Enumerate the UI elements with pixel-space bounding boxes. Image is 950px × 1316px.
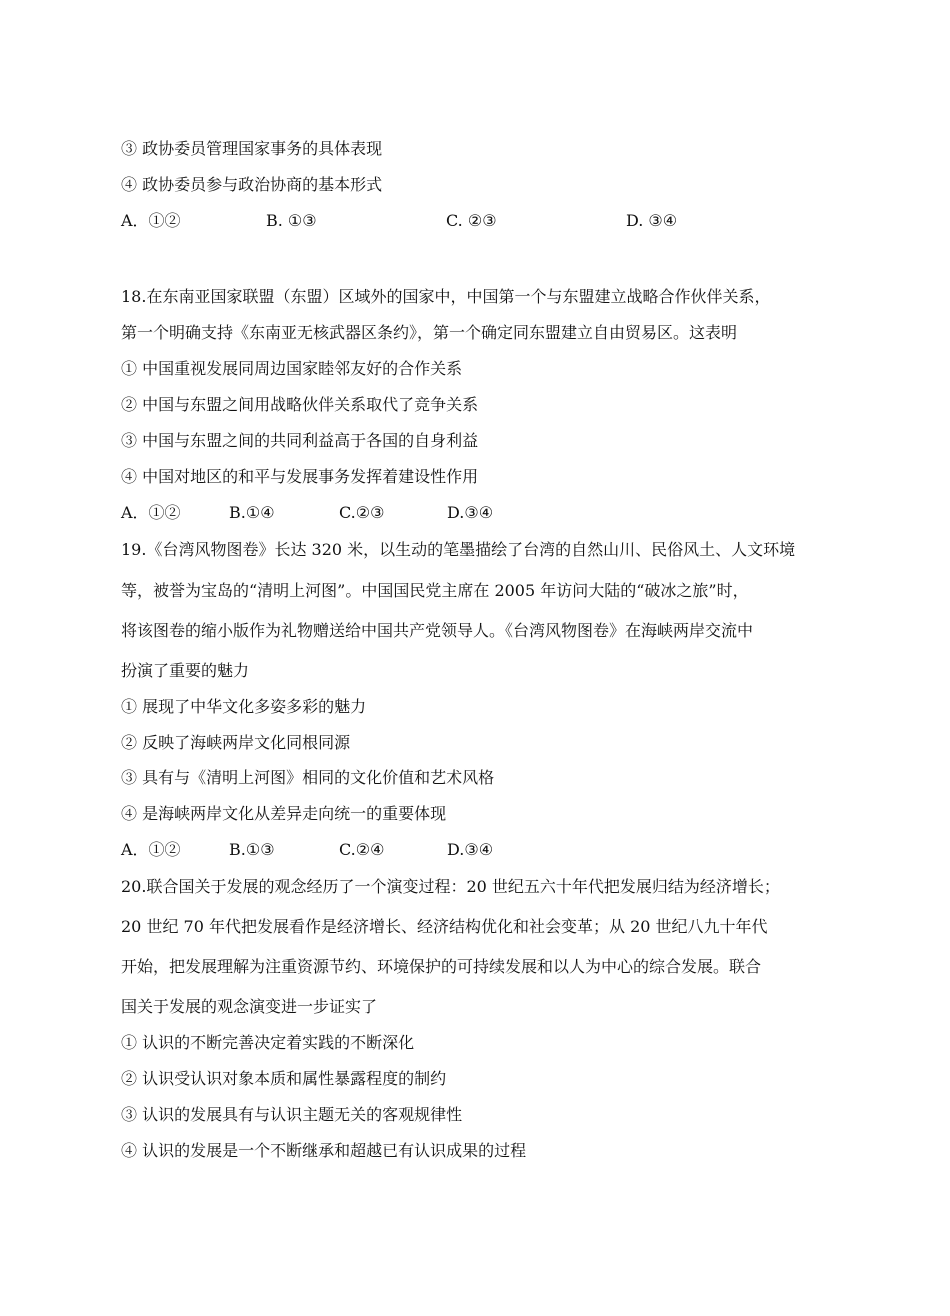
q19-answer-a: A．①② xyxy=(121,840,181,859)
q19-answer-b: B.①③ xyxy=(229,840,275,859)
q18-answer-row xyxy=(121,503,861,523)
q20-stem-line-4: 国关于发展的观念演变进一步证实了 xyxy=(121,997,378,1016)
q20-stem-line-2: 20 世纪 70 年代把发展看作是经济增长、经济结构优化和社会变革；从 20 世纪八九十年代 xyxy=(121,917,768,936)
q18-stem-line-1: 18.在东南亚国家联盟（东盟）区域外的国家中，中国第一个与东盟建立战略合作伙伴关系， xyxy=(121,287,771,306)
q19-option-1: ① 展现了中华文化多姿多彩的魅力 xyxy=(121,697,367,716)
q19-stem-line-3: 将该图卷的缩小版作为礼物赠送给中国共产党领导人。《台湾风物图卷》在海峡两岸交流中 xyxy=(121,621,754,640)
q18-option-4: ④ 中国对地区的和平与发展事务发挥着建设性作用 xyxy=(121,467,479,486)
q18-option-1: ① 中国重视发展同周边国家睦邻友好的合作关系 xyxy=(121,359,463,378)
q17-answer-d: D. ③④ xyxy=(626,211,678,230)
q18-option-3: ③ 中国与东盟之间的共同利益高于各国的自身利益 xyxy=(121,431,479,450)
q17-answer-a: A．①② xyxy=(121,211,181,230)
q19-answer-d: D.③④ xyxy=(447,840,494,859)
q20-option-4: ④ 认识的发展是一个不断继承和超越已有认识成果的过程 xyxy=(121,1141,527,1160)
q19-stem-line-2: 等，被誉为宝岛的“清明上河图”。中国国民党主席在 2005 年访问大陆的“破冰之旅”时， xyxy=(121,581,749,600)
q18-answer-c: C.②③ xyxy=(339,503,385,522)
q19-stem-line-4: 扮演了重要的魅力 xyxy=(121,661,250,680)
q19-option-3: ③ 具有与《清明上河图》相同的文化价值和艺术风格 xyxy=(121,768,495,787)
q17-answer-b: B. ①③ xyxy=(266,211,317,230)
q20-stem-line-1: 20.联合国关于发展的观念经历了一个演变过程：20 世纪五六十年代把发展归结为经济增长； xyxy=(121,877,780,896)
q19-option-2: ② 反映了海峡两岸文化同根同源 xyxy=(121,733,351,752)
q19-option-4: ④ 是海峡两岸文化从差异走向统一的重要体现 xyxy=(121,804,447,823)
q20-option-1: ① 认识的不断完善决定着实践的不断深化 xyxy=(121,1033,415,1052)
q18-option-2: ② 中国与东盟之间用战略伙伴关系取代了竞争关系 xyxy=(121,395,479,414)
q20-option-3: ③ 认识的发展具有与认识主题无关的客观规律性 xyxy=(121,1105,463,1124)
q19-stem-line-1: 19.《台湾风物图卷》长达 320 米，以生动的笔墨描绘了台湾的自然山川、民俗风土、人文环境 xyxy=(121,540,796,559)
q20-stem-line-3: 开始，把发展理解为注重资源节约、环境保护的可持续发展和以人为中心的综合发展。联合 xyxy=(121,957,762,976)
q19-answer-c: C.②④ xyxy=(339,840,385,859)
q20-option-2: ② 认识受认识对象本质和属性暴露程度的制约 xyxy=(121,1069,447,1088)
q17-option-4: ④ 政协委员参与政治协商的基本形式 xyxy=(121,175,383,194)
q18-answer-d: D.③④ xyxy=(447,503,494,522)
q18-answer-b: B.①④ xyxy=(229,503,275,522)
q17-option-3: ③ 政协委员管理国家事务的具体表现 xyxy=(121,139,383,158)
q17-answer-c: C. ②③ xyxy=(446,211,497,230)
q18-stem-line-2: 第一个明确支持《东南亚无核武器区条约》，第一个确定同东盟建立自由贸易区。这表明 xyxy=(121,323,738,342)
q19-answer-row xyxy=(121,840,861,860)
q17-answer-row xyxy=(121,211,861,231)
q18-answer-a: A．①② xyxy=(121,503,181,522)
